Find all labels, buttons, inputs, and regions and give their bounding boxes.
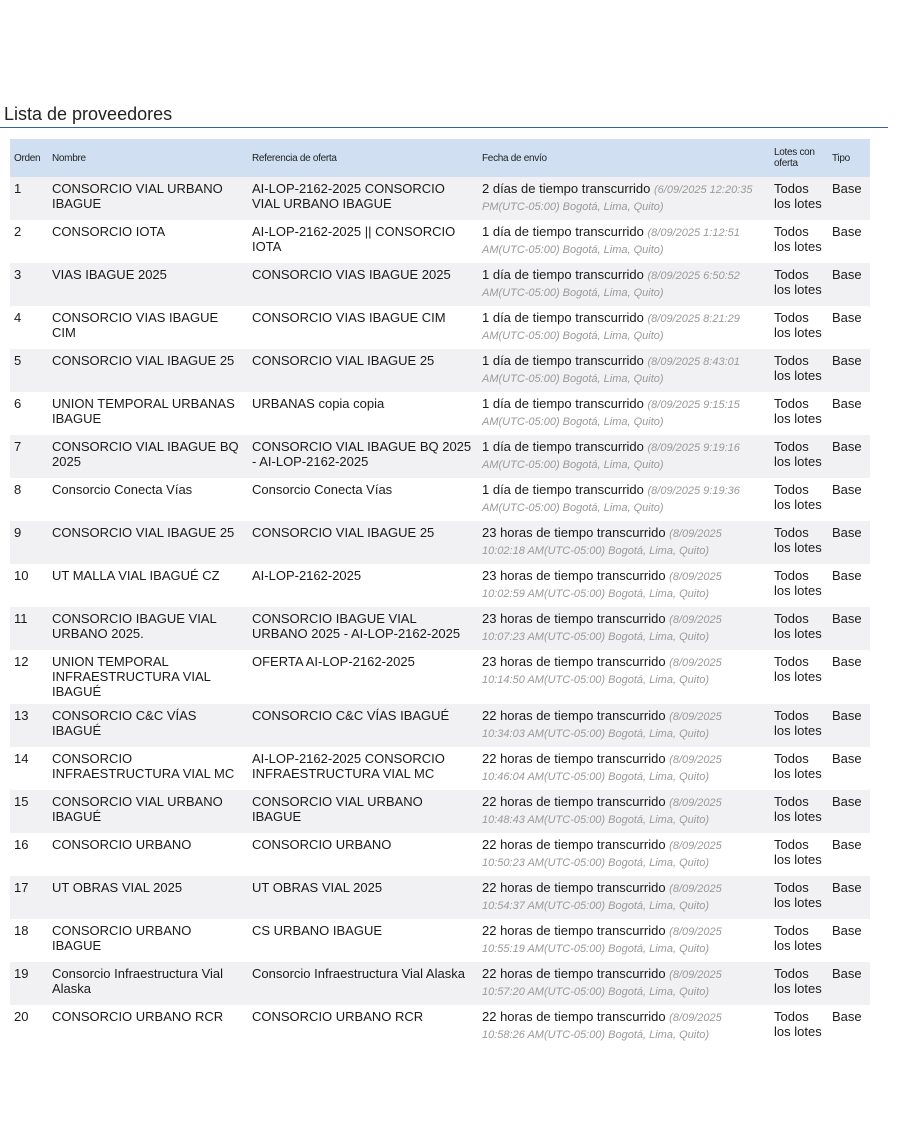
cell-fecha bbox=[478, 833, 770, 876]
submission-timestamp: (8/09/2025 10:34:03 AM(UTC-05:00) Bogotá, Lima, Quito) bbox=[482, 711, 722, 740]
cell-lotes: Todos los lotes bbox=[770, 220, 828, 263]
column-header-lotes[interactable]: Lotes con oferta bbox=[770, 139, 828, 177]
cell-nombre: CONSORCIO INFRAESTRUCTURA VIAL MC bbox=[48, 747, 248, 790]
cell-tipo: Base bbox=[828, 833, 870, 876]
cell-fecha bbox=[478, 220, 770, 263]
cell-nombre: CONSORCIO URBANO bbox=[48, 833, 248, 876]
cell-referencia: CONSORCIO URBANO bbox=[248, 833, 478, 876]
cell-lotes: Todos los lotes bbox=[770, 177, 828, 220]
cell-lotes: Todos los lotes bbox=[770, 790, 828, 833]
submission-elapsed: 23 horas de tiempo transcurrido bbox=[482, 568, 666, 583]
table-row[interactable] bbox=[10, 1005, 870, 1048]
submission-timestamp: (8/09/2025 8:21:29 AM(UTC-05:00) Bogotá, Lima, Quito) bbox=[482, 313, 740, 342]
table-row[interactable] bbox=[10, 876, 870, 919]
cell-referencia: CS URBANO IBAGUE bbox=[248, 919, 478, 962]
cell-fecha bbox=[478, 435, 770, 478]
cell-fecha bbox=[478, 919, 770, 962]
submission-timestamp: (8/09/2025 10:54:37 AM(UTC-05:00) Bogotá, Lima, Quito) bbox=[482, 883, 722, 912]
cell-fecha bbox=[478, 564, 770, 607]
cell-orden: 14 bbox=[10, 747, 48, 790]
cell-referencia: AI-LOP-2162-2025 || CONSORCIO IOTA bbox=[248, 220, 478, 263]
table-row[interactable] bbox=[10, 704, 870, 747]
cell-fecha bbox=[478, 392, 770, 435]
cell-referencia: CONSORCIO IBAGUE VIAL URBANO 2025 - AI-LOP-2162-2025 bbox=[248, 607, 478, 650]
submission-elapsed: 22 horas de tiempo transcurrido bbox=[482, 794, 666, 809]
cell-lotes: Todos los lotes bbox=[770, 521, 828, 564]
cell-fecha bbox=[478, 1005, 770, 1048]
cell-nombre: CONSORCIO VIAL IBAGUE 25 bbox=[48, 521, 248, 564]
submission-elapsed: 1 día de tiempo transcurrido bbox=[482, 267, 644, 282]
submission-timestamp: (8/09/2025 1:12:51 AM(UTC-05:00) Bogotá, Lima, Quito) bbox=[482, 227, 740, 256]
cell-nombre: CONSORCIO VIAL URBANO IBAGUÉ bbox=[48, 790, 248, 833]
cell-nombre: CONSORCIO IOTA bbox=[48, 220, 248, 263]
table-row[interactable] bbox=[10, 607, 870, 650]
cell-fecha bbox=[478, 650, 770, 704]
cell-fecha bbox=[478, 263, 770, 306]
cell-fecha bbox=[478, 478, 770, 521]
cell-tipo: Base bbox=[828, 704, 870, 747]
cell-referencia: CONSORCIO VIAL IBAGUE BQ 2025 - AI-LOP-2162-2025 bbox=[248, 435, 478, 478]
cell-referencia: URBANAS copia copia bbox=[248, 392, 478, 435]
table-row[interactable] bbox=[10, 478, 870, 521]
cell-referencia: CONSORCIO VIAL URBANO IBAGUE bbox=[248, 790, 478, 833]
cell-tipo: Base bbox=[828, 177, 870, 220]
cell-nombre: UNION TEMPORAL INFRAESTRUCTURA VIAL IBAGUÉ bbox=[48, 650, 248, 704]
cell-tipo: Base bbox=[828, 521, 870, 564]
cell-orden: 4 bbox=[10, 306, 48, 349]
cell-nombre: CONSORCIO VIAL IBAGUE BQ 2025 bbox=[48, 435, 248, 478]
cell-tipo: Base bbox=[828, 876, 870, 919]
submission-elapsed: 1 día de tiempo transcurrido bbox=[482, 396, 644, 411]
cell-orden: 8 bbox=[10, 478, 48, 521]
table-row[interactable] bbox=[10, 962, 870, 1005]
submission-elapsed: 1 día de tiempo transcurrido bbox=[482, 482, 644, 497]
cell-lotes: Todos los lotes bbox=[770, 962, 828, 1005]
cell-nombre: CONSORCIO VIAL URBANO IBAGUE bbox=[48, 177, 248, 220]
cell-referencia: CONSORCIO URBANO RCR bbox=[248, 1005, 478, 1048]
cell-fecha bbox=[478, 704, 770, 747]
submission-timestamp: (8/09/2025 6:50:52 AM(UTC-05:00) Bogotá, Lima, Quito) bbox=[482, 270, 740, 299]
cell-orden: 1 bbox=[10, 177, 48, 220]
cell-nombre: Consorcio Infraestructura Vial Alaska bbox=[48, 962, 248, 1005]
cell-orden: 17 bbox=[10, 876, 48, 919]
cell-lotes: Todos los lotes bbox=[770, 747, 828, 790]
cell-orden: 6 bbox=[10, 392, 48, 435]
submission-elapsed: 1 día de tiempo transcurrido bbox=[482, 224, 644, 239]
cell-tipo: Base bbox=[828, 607, 870, 650]
cell-orden: 19 bbox=[10, 962, 48, 1005]
cell-lotes: Todos los lotes bbox=[770, 833, 828, 876]
cell-tipo: Base bbox=[828, 790, 870, 833]
submission-elapsed: 23 horas de tiempo transcurrido bbox=[482, 654, 666, 669]
submission-timestamp: (8/09/2025 10:58:26 AM(UTC-05:00) Bogotá, Lima, Quito) bbox=[482, 1012, 722, 1041]
cell-referencia: AI-LOP-2162-2025 bbox=[248, 564, 478, 607]
cell-lotes: Todos los lotes bbox=[770, 876, 828, 919]
submission-timestamp: (8/09/2025 9:19:36 AM(UTC-05:00) Bogotá, Lima, Quito) bbox=[482, 485, 740, 514]
cell-orden: 7 bbox=[10, 435, 48, 478]
table-header-row bbox=[10, 139, 870, 177]
table-row[interactable] bbox=[10, 833, 870, 876]
cell-tipo: Base bbox=[828, 919, 870, 962]
table-row[interactable] bbox=[10, 392, 870, 435]
title-divider bbox=[0, 127, 888, 128]
cell-nombre: CONSORCIO C&C VÍAS IBAGUÉ bbox=[48, 704, 248, 747]
table-row[interactable] bbox=[10, 650, 870, 704]
cell-fecha bbox=[478, 177, 770, 220]
cell-nombre: Consorcio Conecta Vías bbox=[48, 478, 248, 521]
cell-nombre: CONSORCIO VIAS IBAGUE CIM bbox=[48, 306, 248, 349]
submission-timestamp: (8/09/2025 10:14:50 AM(UTC-05:00) Bogotá, Lima, Quito) bbox=[482, 657, 722, 686]
cell-referencia: CONSORCIO VIAL IBAGUE 25 bbox=[248, 521, 478, 564]
submission-elapsed: 23 horas de tiempo transcurrido bbox=[482, 611, 666, 626]
cell-tipo: Base bbox=[828, 263, 870, 306]
cell-tipo: Base bbox=[828, 478, 870, 521]
submission-timestamp: (8/09/2025 10:50:23 AM(UTC-05:00) Bogotá, Lima, Quito) bbox=[482, 840, 722, 869]
cell-tipo: Base bbox=[828, 962, 870, 1005]
cell-orden: 15 bbox=[10, 790, 48, 833]
cell-referencia: CONSORCIO C&C VÍAS IBAGUÉ bbox=[248, 704, 478, 747]
cell-tipo: Base bbox=[828, 1005, 870, 1048]
cell-referencia: AI-LOP-2162-2025 CONSORCIO VIAL URBANO IBAGUE bbox=[248, 177, 478, 220]
cell-fecha bbox=[478, 790, 770, 833]
submission-elapsed: 1 día de tiempo transcurrido bbox=[482, 439, 644, 454]
submission-elapsed: 22 horas de tiempo transcurrido bbox=[482, 708, 666, 723]
column-header-tipo[interactable]: Tipo bbox=[828, 139, 870, 177]
cell-orden: 5 bbox=[10, 349, 48, 392]
column-header-fecha[interactable]: Fecha de envío bbox=[478, 139, 770, 177]
submission-timestamp: (8/09/2025 10:48:43 AM(UTC-05:00) Bogotá, Lima, Quito) bbox=[482, 797, 722, 826]
cell-orden: 12 bbox=[10, 650, 48, 704]
cell-referencia: Consorcio Infraestructura Vial Alaska bbox=[248, 962, 478, 1005]
cell-lotes: Todos los lotes bbox=[770, 607, 828, 650]
cell-lotes: Todos los lotes bbox=[770, 564, 828, 607]
cell-orden: 2 bbox=[10, 220, 48, 263]
submission-timestamp: (8/09/2025 8:43:01 AM(UTC-05:00) Bogotá, Lima, Quito) bbox=[482, 356, 740, 385]
cell-referencia: OFERTA AI-LOP-2162-2025 bbox=[248, 650, 478, 704]
table-body bbox=[10, 177, 870, 1048]
cell-orden: 16 bbox=[10, 833, 48, 876]
column-header-orden[interactable]: Orden bbox=[10, 139, 48, 177]
cell-fecha bbox=[478, 521, 770, 564]
cell-tipo: Base bbox=[828, 220, 870, 263]
cell-orden: 9 bbox=[10, 521, 48, 564]
cell-referencia: CONSORCIO VIAS IBAGUE 2025 bbox=[248, 263, 478, 306]
submission-elapsed: 22 horas de tiempo transcurrido bbox=[482, 751, 666, 766]
cell-fecha bbox=[478, 962, 770, 1005]
cell-fecha bbox=[478, 349, 770, 392]
table-row[interactable] bbox=[10, 747, 870, 790]
submission-timestamp: (6/09/2025 12:20:35 PM(UTC-05:00) Bogotá, Lima, Quito) bbox=[482, 184, 753, 213]
cell-orden: 10 bbox=[10, 564, 48, 607]
submission-timestamp: (8/09/2025 10:46:04 AM(UTC-05:00) Bogotá, Lima, Quito) bbox=[482, 754, 722, 783]
cell-tipo: Base bbox=[828, 747, 870, 790]
cell-lotes: Todos los lotes bbox=[770, 704, 828, 747]
table-row[interactable] bbox=[10, 919, 870, 962]
submission-elapsed: 22 horas de tiempo transcurrido bbox=[482, 966, 666, 981]
providers-table bbox=[10, 139, 870, 1048]
cell-nombre: UNION TEMPORAL URBANAS IBAGUE bbox=[48, 392, 248, 435]
cell-tipo: Base bbox=[828, 349, 870, 392]
cell-lotes: Todos los lotes bbox=[770, 263, 828, 306]
page-title: Lista de proveedores bbox=[4, 104, 173, 124]
cell-lotes: Todos los lotes bbox=[770, 650, 828, 704]
cell-orden: 11 bbox=[10, 607, 48, 650]
cell-lotes: Todos los lotes bbox=[770, 392, 828, 435]
table-row[interactable] bbox=[10, 220, 870, 263]
cell-tipo: Base bbox=[828, 650, 870, 704]
cell-fecha bbox=[478, 306, 770, 349]
submission-elapsed: 22 horas de tiempo transcurrido bbox=[482, 923, 666, 938]
table-row[interactable] bbox=[10, 521, 870, 564]
cell-referencia: CONSORCIO VIAS IBAGUE CIM bbox=[248, 306, 478, 349]
column-header-referencia[interactable]: Referencia de oferta bbox=[248, 139, 478, 177]
submission-elapsed: 1 día de tiempo transcurrido bbox=[482, 353, 644, 368]
submission-timestamp: (8/09/2025 10:02:59 AM(UTC-05:00) Bogotá, Lima, Quito) bbox=[482, 571, 722, 600]
submission-timestamp: (8/09/2025 10:55:19 AM(UTC-05:00) Bogotá, Lima, Quito) bbox=[482, 926, 722, 955]
table-row[interactable] bbox=[10, 564, 870, 607]
cell-lotes: Todos los lotes bbox=[770, 349, 828, 392]
cell-nombre: VIAS IBAGUE 2025 bbox=[48, 263, 248, 306]
submission-timestamp: (8/09/2025 10:07:23 AM(UTC-05:00) Bogotá, Lima, Quito) bbox=[482, 614, 722, 643]
submission-elapsed: 22 horas de tiempo transcurrido bbox=[482, 1009, 666, 1024]
submission-elapsed: 1 día de tiempo transcurrido bbox=[482, 310, 644, 325]
cell-nombre: CONSORCIO VIAL IBAGUE 25 bbox=[48, 349, 248, 392]
cell-referencia: Consorcio Conecta Vías bbox=[248, 478, 478, 521]
cell-tipo: Base bbox=[828, 564, 870, 607]
cell-lotes: Todos los lotes bbox=[770, 919, 828, 962]
cell-tipo: Base bbox=[828, 392, 870, 435]
cell-nombre: CONSORCIO IBAGUE VIAL URBANO 2025. bbox=[48, 607, 248, 650]
cell-referencia: CONSORCIO VIAL IBAGUE 25 bbox=[248, 349, 478, 392]
cell-orden: 20 bbox=[10, 1005, 48, 1048]
table-row[interactable] bbox=[10, 435, 870, 478]
cell-tipo: Base bbox=[828, 435, 870, 478]
submission-timestamp: (8/09/2025 9:15:15 AM(UTC-05:00) Bogotá, Lima, Quito) bbox=[482, 399, 740, 428]
submission-elapsed: 23 horas de tiempo transcurrido bbox=[482, 525, 666, 540]
cell-orden: 18 bbox=[10, 919, 48, 962]
table-row[interactable] bbox=[10, 263, 870, 306]
cell-orden: 13 bbox=[10, 704, 48, 747]
cell-nombre: UT MALLA VIAL IBAGUÉ CZ bbox=[48, 564, 248, 607]
cell-orden: 3 bbox=[10, 263, 48, 306]
cell-lotes: Todos los lotes bbox=[770, 435, 828, 478]
cell-nombre: CONSORCIO URBANO RCR bbox=[48, 1005, 248, 1048]
cell-lotes: Todos los lotes bbox=[770, 478, 828, 521]
table-row[interactable] bbox=[10, 349, 870, 392]
cell-referencia: AI-LOP-2162-2025 CONSORCIO INFRAESTRUCTURA VIAL MC bbox=[248, 747, 478, 790]
cell-referencia: UT OBRAS VIAL 2025 bbox=[248, 876, 478, 919]
column-header-nombre[interactable]: Nombre bbox=[48, 139, 248, 177]
cell-fecha bbox=[478, 607, 770, 650]
cell-fecha bbox=[478, 747, 770, 790]
submission-timestamp: (8/09/2025 9:19:16 AM(UTC-05:00) Bogotá, Lima, Quito) bbox=[482, 442, 740, 471]
cell-fecha bbox=[478, 876, 770, 919]
cell-lotes: Todos los lotes bbox=[770, 1005, 828, 1048]
cell-tipo: Base bbox=[828, 306, 870, 349]
table-row[interactable] bbox=[10, 177, 870, 220]
table-row[interactable] bbox=[10, 306, 870, 349]
submission-timestamp: (8/09/2025 10:02:18 AM(UTC-05:00) Bogotá, Lima, Quito) bbox=[482, 528, 722, 557]
submission-elapsed: 2 días de tiempo transcurrido bbox=[482, 181, 651, 196]
submission-timestamp: (8/09/2025 10:57:20 AM(UTC-05:00) Bogotá, Lima, Quito) bbox=[482, 969, 722, 998]
cell-nombre: CONSORCIO URBANO IBAGUE bbox=[48, 919, 248, 962]
cell-lotes: Todos los lotes bbox=[770, 306, 828, 349]
submission-elapsed: 22 horas de tiempo transcurrido bbox=[482, 880, 666, 895]
cell-nombre: UT OBRAS VIAL 2025 bbox=[48, 876, 248, 919]
submission-elapsed: 22 horas de tiempo transcurrido bbox=[482, 837, 666, 852]
table-row[interactable] bbox=[10, 790, 870, 833]
